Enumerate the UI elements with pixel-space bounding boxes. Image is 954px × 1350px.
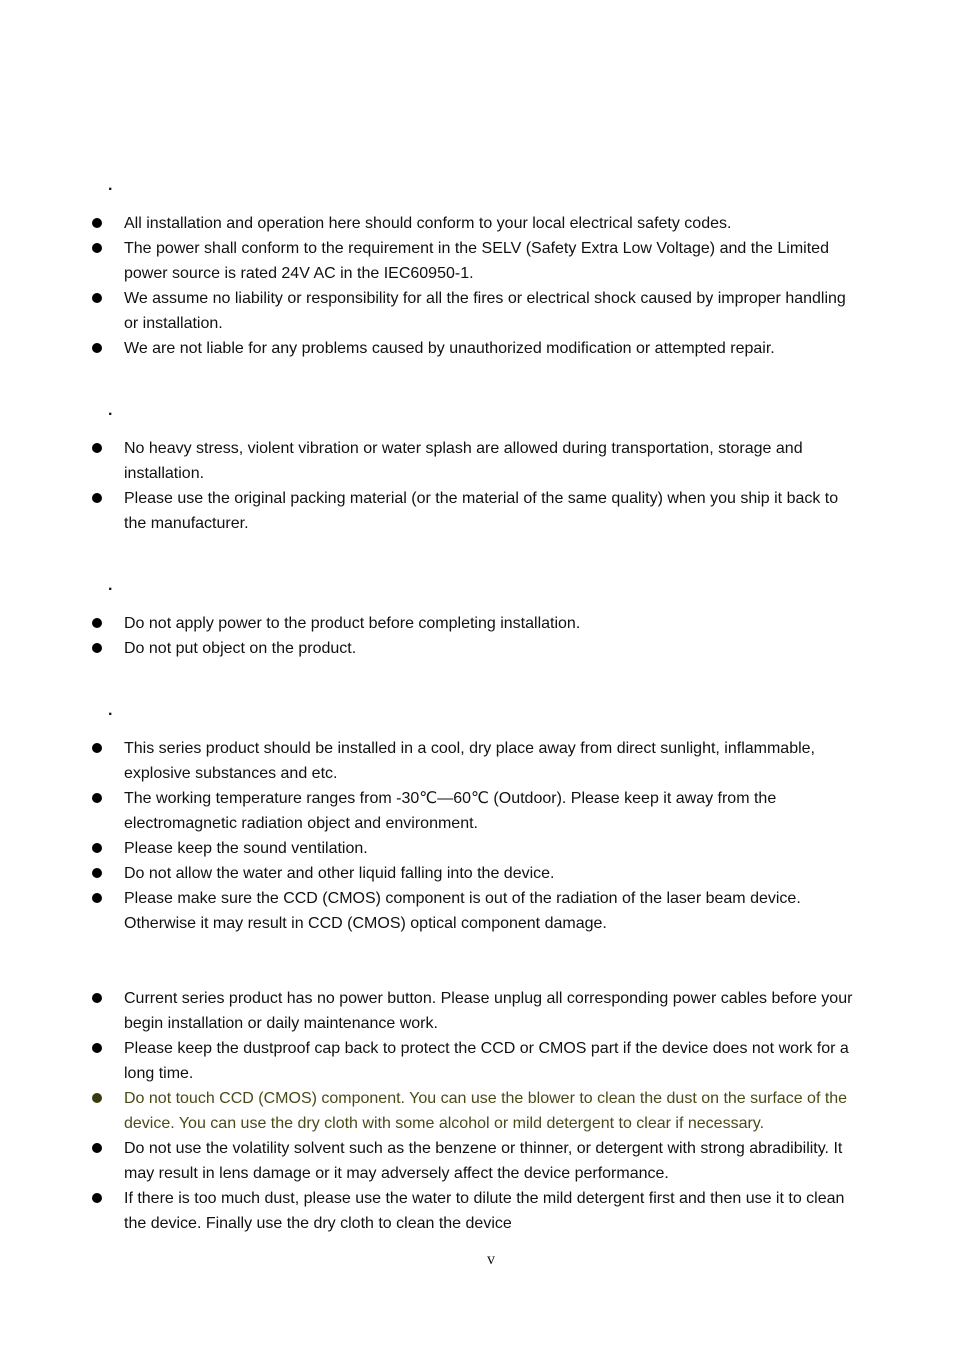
list-item: [0, 986, 860, 1036]
list-item-text: This series product should be installed in a cool, dry place away from direct sunlight, inflammable, explosive substances and etc.: [124, 740, 815, 782]
bullet-icon: [92, 218, 102, 228]
bullet-icon: [92, 618, 102, 628]
bullet-list: [0, 736, 954, 936]
list-item: [0, 336, 860, 361]
bullet-icon: [92, 793, 102, 803]
list-item: [0, 886, 860, 936]
bullet-icon: [92, 868, 102, 878]
list-item: [0, 611, 860, 636]
list-item: [0, 211, 860, 236]
list-item-text: Current series product has no power button. Please unplug all corresponding power cables before your begin installation or daily maintenance work.: [124, 990, 853, 1032]
list-item-text: All installation and operation here should conform to your local electrical safety codes.: [124, 215, 732, 232]
bullet-icon: [92, 643, 102, 653]
list-item-text: We are not liable for any problems caused by unauthorized modification or attempted repair.: [124, 340, 775, 357]
bullet-icon: [92, 843, 102, 853]
page-number: v: [487, 1251, 495, 1268]
bullet-icon: [92, 743, 102, 753]
section-heading-marker: .: [108, 702, 113, 719]
bullet-icon: [92, 1193, 102, 1203]
list-item-text: Please keep the sound ventilation.: [124, 840, 368, 857]
bullet-icon: [92, 443, 102, 453]
list-item-text: Please use the original packing material (or the material of the same quality) when you ship it back to the manufacturer.: [124, 490, 839, 532]
list-item: [0, 636, 860, 661]
list-item-highlighted: [0, 1086, 860, 1136]
list-item-text: Do not touch CCD (CMOS) component. You can use the blower to clean the dust on the surface of the device. You can use the dry cloth with some alcohol or mild detergent to clear if necessary.: [124, 1090, 848, 1132]
list-item: [0, 1036, 860, 1086]
bullet-icon: [92, 493, 102, 503]
list-item-text: Please keep the dustproof cap back to protect the CCD or CMOS part if the device does not work for a long time.: [124, 1040, 849, 1082]
section-heading-marker: .: [108, 177, 113, 194]
list-item-text: The power shall conform to the requirement in the SELV (Safety Extra Low Voltage) and the Limited power source is rated 24V AC in the IEC60950-1.: [124, 240, 829, 282]
bullet-list: [0, 986, 954, 1236]
bullet-icon: [92, 1143, 102, 1153]
list-item-text: Please make sure the CCD (CMOS) component is out of the radiation of the laser beam device. Otherwise it may result in CCD (CMOS) optical component damage.: [124, 890, 801, 932]
list-item-text: The working temperature ranges from -30℃—60℃ (Outdoor). Please keep it away from the electromagnetic radiation object and environment.: [124, 790, 777, 832]
list-item-text: We assume no liability or responsibility for all the fires or electrical shock caused by improper handling or installation.: [124, 290, 846, 332]
list-item-text: No heavy stress, violent vibration or water splash are allowed during transportation, storage and installation.: [124, 440, 803, 482]
bullet-icon: [92, 993, 102, 1003]
bullet-icon: [92, 1093, 102, 1103]
list-item: [0, 236, 860, 286]
section-heading-marker: .: [108, 402, 113, 419]
bullet-list: [0, 436, 954, 536]
bullet-icon: [92, 243, 102, 253]
list-item: [0, 786, 860, 836]
list-item-text: Do not allow the water and other liquid falling into the device.: [124, 865, 555, 882]
list-item: [0, 486, 860, 536]
list-item: [0, 736, 860, 786]
list-item-text: Do not apply power to the product before completing installation.: [124, 615, 581, 632]
list-item: [0, 1186, 860, 1236]
bullet-icon: [92, 343, 102, 353]
list-item-text: Do not put object on the product.: [124, 640, 357, 657]
list-item: [0, 861, 860, 886]
bullet-icon: [92, 1043, 102, 1053]
list-item-text: If there is too much dust, please use the water to dilute the mild detergent first and then use it to clean the device. Finally use the dry cloth to clean the device: [124, 1190, 845, 1232]
bullet-icon: [92, 893, 102, 903]
list-item: [0, 436, 860, 486]
list-item-text: Do not use the volatility solvent such as the benzene or thinner, or detergent with strong abradibility. It may result in lens damage or it may adversely affect the device performance.: [124, 1140, 843, 1182]
list-item: [0, 1136, 860, 1186]
section-heading-marker: .: [108, 577, 113, 594]
list-item: [0, 836, 860, 861]
list-item: [0, 286, 860, 336]
bullet-list: [0, 211, 954, 361]
bullet-icon: [92, 293, 102, 303]
bullet-list: [0, 611, 954, 661]
